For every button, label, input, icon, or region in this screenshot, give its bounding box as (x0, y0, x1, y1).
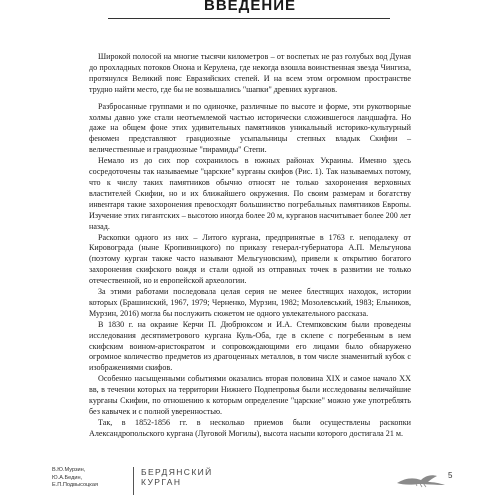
page-header (0, 0, 500, 18)
bird-icon (395, 472, 453, 488)
paragraph: Немало из до сих пор сохранилось в южных районах Украины. Именно здесь сосредоточены так называемые "царские" курганы скифов (Рис. 1). Так называемых потому, что к числу таких памятников обычно относят не только захоронения верховных властителей Скифии, но и их ближайшего окружения. По своим размерам и богатству инвентаря такие захоронения превосходят большинство погребальных памятников Европы. Изучение этих гигантских – высотою иногда более 20 м, курганов насчитывает более 200 лет назад. (89, 156, 411, 231)
paragraph: Широкой полосой на многие тысячи километров – от воспетых не раз голубых вод Дуная до прохладных потоков Онона и Керулена, где некогда взошла воинственная звезда Чингиза, протянулся Великий пояс Евразийских степей. И на всем этом огромном пространстве трудно найти место, где бы не возвышались "шапки" древних курганов. (89, 52, 411, 94)
footer-brand (141, 467, 213, 487)
page-number: 5 (448, 471, 453, 480)
author-name: Е.П.Подвысоцкая (52, 482, 99, 489)
paragraph: Разбросанные группами и по одиночке, различные по высоте и форме, эти рукотворные холмы давно уже стали неотъемлемой частью исторически сложившегося ландшафта. Но даже на общем фоне этих удивительных памятников уникальный историко-культурный феномен представляют грандиозные усыпальницы степных владык Скифии – величественные и грандиозные "пирамиды" Степи. (89, 101, 411, 155)
paragraph: Раскопки одного из них – Литого кургана, предпринятые в 1763 г. неподалеку от Кировограда (ныне Кропивницкого) по приказу генерал-губернатора А.П. Мельгунова (поэтому курган также часто называют Мельгуновским), привели к открытию богатого захоронения скифского вождя и стали одной из отправных точек в развитии не только отечественной, но и европейской археологии. (89, 232, 411, 286)
chapter-title: ВВЕДЕНИЕ (204, 0, 296, 14)
paragraph: В 1830 г. на окраине Керчи П. Дюбрюксом и И.А. Стемпковским были проведены исследования десятиметрового кургана Куль-Оба, где в склепе с погребенным в нем скифским воином-аристократом и сопровождающими его лицами было обнаружено огромное количество предметов из драгоценных металлов, в том числе знаменитый кубок с изображениями скифов. (89, 319, 411, 373)
body-text (89, 52, 411, 440)
footer-divider (133, 467, 134, 495)
brand-line: БЕРДЯНСКИЙ (141, 467, 213, 477)
footer-authors (52, 467, 98, 490)
author-name: В.Ю.Мурзин, (52, 467, 86, 473)
brand-line: КУРГАН (141, 477, 182, 487)
paragraph: Особенно насыщенными событиями оказались вторая половина XIX и самое начало XX вв, в течении которых на территории Нижнего Подпепровья были исследованы величайшие курганы Скифии, по отношению к которым определение "царские" можно уже употреблять без кавычек и с полной уверенностью. (89, 374, 411, 416)
header-divider (108, 18, 390, 19)
paragraph: Так, в 1852-1856 гг. в несколько приемов были осуществлены раскопки Александропольского кургана (Луговой Могилы), высота насыпи которого достигала 21 м. (89, 417, 411, 438)
paragraph: За этими работами последовала целая серия не менее блестящих находок, истории которых (Брашинский, 1967, 1979; Черненко, Мурзин, 1982; Мозолевський, 1983; Ельников, Мурзин, 2016) могла бы послужить сюжетом не одного увлекательного рассказа. (89, 287, 411, 318)
page-footer (0, 466, 500, 500)
author-name: Ю.А.Бедин, (52, 474, 83, 481)
